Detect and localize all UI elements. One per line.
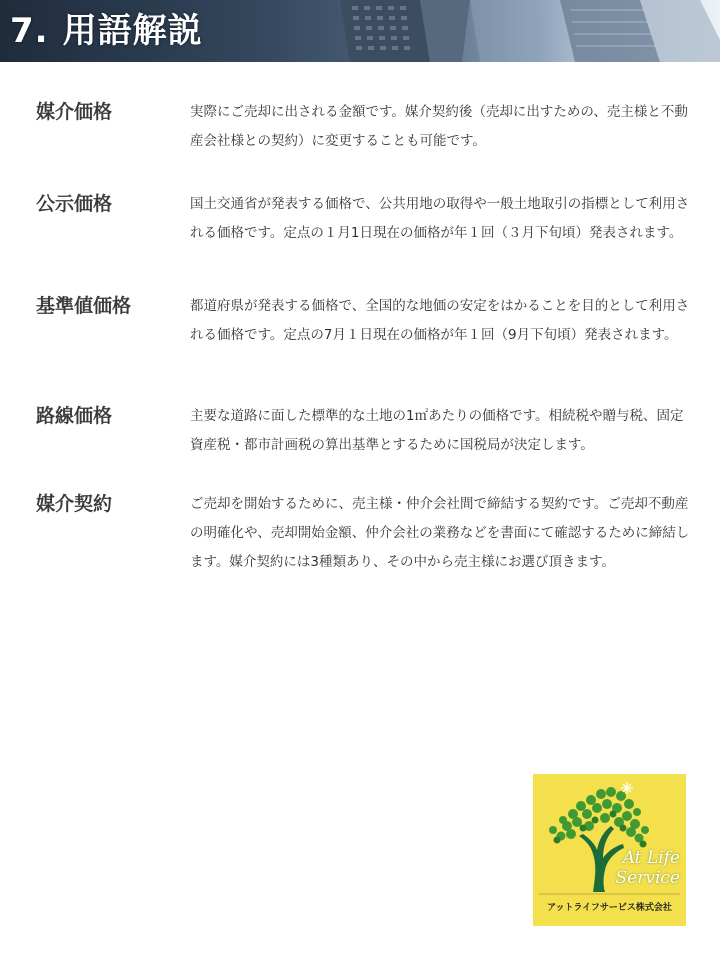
term-label: 媒介価格 — [36, 101, 113, 123]
term-description: 国土交通省が発表する価格で、公共用地の取得や一般土地取引の指標として利用される価格です。定点の１月1日現在の価格が年１回（３月下旬頃）発表されます。 — [190, 196, 690, 241]
term-description: 主要な道路に面した標準的な土地の1㎡あたりの価格です。相続税や贈与税、固定資産税・都市計画税の算出基準とするために国税局が決定します。 — [190, 408, 684, 453]
term-description: ご売却を開始するために、売主様・仲介会社間で締結する契約です。ご売却不動産の明確化や、売却開始金額、仲介会社の業務などを書面にて確認するために締結します。媒介契約には3種類あり、その中から売主様にお選び頂きます。 — [190, 496, 690, 570]
term-label: 媒介契約 — [36, 493, 113, 515]
term-description: 実際にご売却に出される金額です。媒介契約後（売却に出すための、売主様と不動産会社様との契約）に変更することも可能です。 — [190, 104, 688, 149]
term-label: 基準値価格 — [36, 295, 132, 317]
company-logo — [533, 774, 686, 926]
section-title: 用語解説 — [62, 11, 203, 51]
term-label: 路線価格 — [36, 405, 113, 427]
header-banner — [0, 0, 720, 62]
term-description: 都道府県が発表する価格で、全国的な地価の安定をはかることを目的として利用される価格です。定点の7月１日現在の価格が年１回（9月下旬頃）発表されます。 — [190, 298, 690, 343]
logo-brand-text — [616, 848, 680, 888]
term-label: 公示価格 — [36, 193, 113, 215]
company-name: アットライフサービス株式会社 — [547, 903, 672, 913]
page-title — [10, 6, 203, 56]
logo-line-1: At Life — [622, 848, 680, 868]
logo-line-2: Service — [615, 868, 680, 888]
section-number: 7. — [10, 11, 49, 51]
